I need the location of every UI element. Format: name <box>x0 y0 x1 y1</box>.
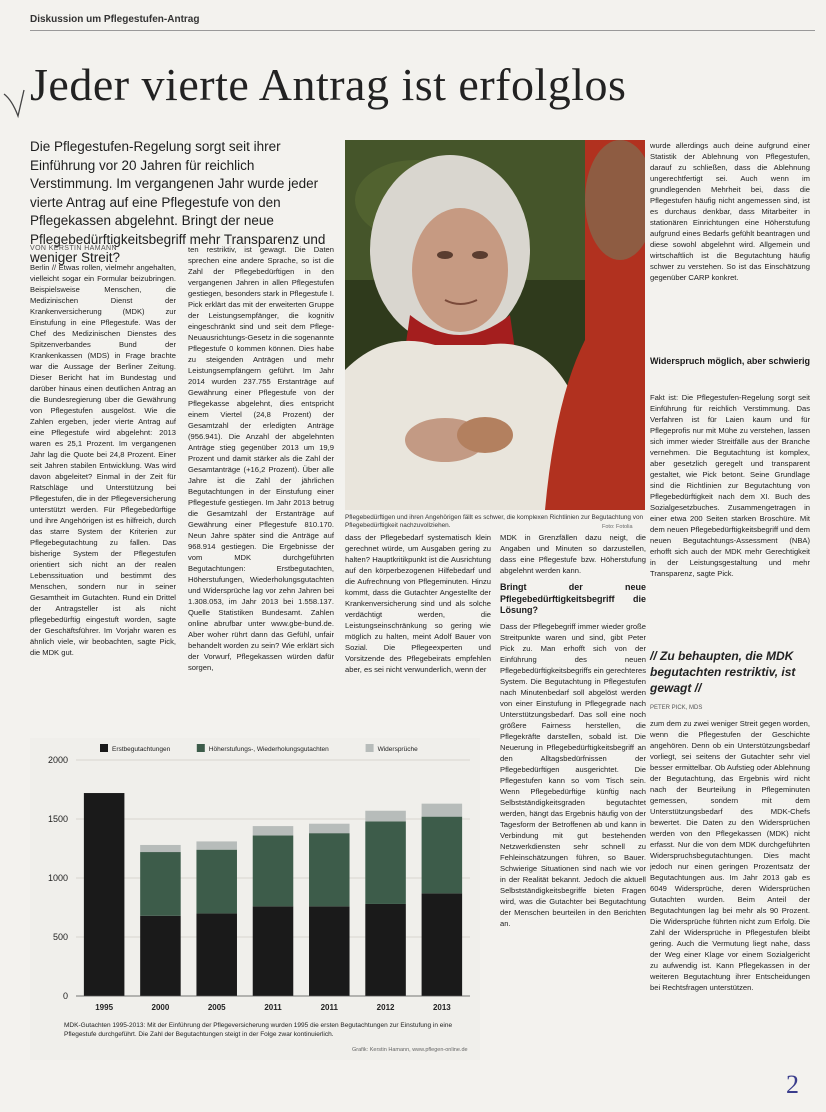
y-tick-label: 0 <box>62 991 68 1001</box>
bar-segment <box>253 826 294 835</box>
section-kicker: Diskussion um Pflegestufen-Antrag <box>30 14 200 25</box>
chart-panel <box>30 738 480 1060</box>
article-column-6b <box>650 392 810 640</box>
column-4-text: MDK in Grenzfällen dazu neigt, die Angaben und Minuten so darzustellen, dass eine Pflegestufe bzw. Höherstufung abgelehnt werden kann. <box>500 533 646 575</box>
bar-segment <box>309 824 350 833</box>
chart-caption: MDK-Gutachten 1995-2013: Mit der Einführung der Pflegeversicherung wurden 1995 die ersten Begutachtungen zur Einstufung in eine Pflegestufe durchgeführt. Die Zahl der Begutachtungen steigt in der Folge zwar kontinuierlich. <box>64 1022 453 1038</box>
page-number: 2 <box>786 1070 799 1099</box>
bar-chart <box>30 738 480 1023</box>
legend-label: Erstbegutachtungen <box>112 746 171 753</box>
bar-segment <box>84 793 125 996</box>
pull-quote: // Zu behaupten, die MDK begutachten restriktiv, ist gewagt // <box>650 649 796 695</box>
article-column-2 <box>188 244 334 732</box>
x-tick-label: 2011 <box>320 1003 338 1012</box>
y-tick-label: 1000 <box>47 873 68 883</box>
y-tick-label: 1500 <box>47 814 68 824</box>
x-tick-label: 2011 <box>264 1003 282 1012</box>
headline: Jeder vierte Antrag ist erfolglos <box>30 59 627 110</box>
bar-segment <box>309 833 350 906</box>
elderly-woman-photo <box>345 140 645 510</box>
subhead-loesung: Bringt der neue Pflegebedürftigkeitsbegriff die Lösung? <box>500 582 646 615</box>
x-tick-label: 1995 <box>95 1003 114 1012</box>
article-column-3 <box>345 532 491 732</box>
chart-source: Grafik: Kerstin Hamann, www.pflegen-online.de <box>352 1047 468 1053</box>
legend-swatch <box>197 744 205 752</box>
article-column-1 <box>30 262 176 732</box>
y-tick-label: 500 <box>52 932 68 942</box>
y-tick-label: 2000 <box>47 755 68 765</box>
bar-segment <box>196 850 237 914</box>
x-tick-label: 2013 <box>432 1003 451 1012</box>
legend-swatch <box>366 744 374 752</box>
column-6-text: wurde allerdings auch deine aufgrund einer Statistik der Ablehnung von Pflegestufen, darauf zu schließen, dass die Ablehnung ungerechtfertigt sei. Auch wenn im grundlegenden Mehrheit bei, dass die Pflegestufen häufig nicht angemessen sind, ist es durchaus denkbar, dass Mitarbeiter in stationären Einrichtungen eine Höherstufung aufgrund eines Bedarfs gefühlt beantragen und diese sowohl abgelehnt wird. Allgemein und wirtschaftlich ist die Begutachtung häufig schwer zu verstehen. So ist das Einschätzung gegenüber CARP konkret. <box>650 141 810 282</box>
column-5-text: Dass der Pflegebegriff immer wieder große Streitpunkte waren und sind, gibt Peter Pick zu. Man erhofft sich von der Einführung des neuen Pflegebedürftigkeitsbegriffs ein gerechteres System. Die Begutachtung in Pflegestufen nach Minutenbedarf soll abgelöst werden von einer Einstufung in Pflegegrade nach Unterstützungsbedarf. Das soll eine noch größere Fairness herstellen, die Pflegekräfte darstellen, sobald ist. Die Neuerung in Pflegebedürftigkeitsbegriff an den Alltagsbedürfnissen der Pflegebedürftigen ausgerichtet. Die Pflegestufen kann so vom Tisch sein. Wenn Pflegebedürftige künftig nach Selbstständigkeitsgraden begutachtet werden, hängt das Ergebnis häufig von der Tagesform der Betroffenen ab und kann in Verbindung mit gut bestehenden Netzwerkdiensten sehr schnell zu Fehleinschätzungen führen, so Bauer. Schwierige Situationen sind nach wie vor in der Realität bekannt. Jedoch die aktuell Selbstständigkeitsbegriffe bieten Fragen wird, was die Gutachter bei Begutachtung der Menschen beurteilen in den Berichten an. <box>500 621 646 928</box>
column-6c-text: zum dem zu zwei weniger Streit gegen worden, wenn die Pflegestufen der Geschichte angehören. Denn ob ein Unterstützungsbedarf vorliegt, sei seitens der Gutachter sehr viel besser ermittelbar. Ob Aufstieg oder Ablehnung der Begutachtung, das Ergebnis wird nicht nach der Beurteilung in Pflegeminuten gemessen, sondern mit dem Unterstützungsbedarf des MDK-Chefs bewertet. Die Daten zu den Widersprüchen werden von den Pflegekassen (MDK) nicht erfasst. Nur die von dem MDK durchgeführten Widerspruchsbegutachtungen. Dies macht jedoch nur einen geringen Prozentsatz der Begutachtungen aus. Im Jahr 2013 gab es 6049 Widersprüche, deren Widersprüchen Gutachten wurden. Beim Anteil der Begutachtungen lag bei mehr als 90 Prozent. Die Widersprüche führten nicht zum Erfolg. Die Zahl der Widersprüche in Pflegestufen bleibt gering. Auch die Vermutung liegt nahe, dass der Weg einer Klage vor einem Sozialgericht zu aufwendig ist. Kann Pflegekassen in der weiteren Begutachtung ihrer Entscheidungen bei Rechtsfragen unterstützen. <box>650 719 810 992</box>
column-6b-text: Fakt ist: Die Pflegestufen-Regelung sorgt seit Einführung für reichlich Verstimmung. Das Verfahren ist für Laien kaum und für Pflegeprofis nur mit Mühe zu verstehen, lassen sich immer wieder Streitfälle aus der Branche vernehmen. Die Begutachtung ist komplex, aber gesetzlich geregelt und transparent gestaltet, wie Pick betont. Seine Grundlage sind die Richtlinien zur Begutachtung von Pflegebedürftigkeit nach dem XI. Buch des Sozialgesetzbuches. Zusammengetragen in einer etwa 200 Seiten starken Broschüre. Mit dem neuen Pflegebedürftigkeitsbegriff und dem neuen Begutachtungs-Assessment (NBA) erhofft sich auch der MDK mehr Gerechtigkeit in der Leistungsgestaltung und mehr Transparenz, sagte Pick. <box>650 393 810 578</box>
bar-segment <box>253 836 294 907</box>
bar-segment <box>196 841 237 849</box>
photo-credit: Foto: Fotolia <box>602 524 633 530</box>
bar-segment <box>140 845 181 852</box>
bar-segment <box>365 811 406 822</box>
bar-segment <box>196 913 237 996</box>
bar-segment <box>309 906 350 996</box>
photo-caption: Pflegebedürftigen und ihren Angehörigen fällt es schwer, die komplexen Richtlinien zur Begutachtung von Pflegebedürftigkeit nachzuvollziehen. <box>345 514 644 529</box>
article-column-6c <box>650 718 810 1058</box>
bar-segment <box>140 852 181 916</box>
legend-swatch <box>100 744 108 752</box>
x-tick-label: 2000 <box>151 1003 170 1012</box>
author-byline: VON KERSTIN HAMANN <box>30 245 117 252</box>
article-photo <box>345 140 645 510</box>
article-column-6 <box>650 140 810 350</box>
x-tick-label: 2005 <box>207 1003 226 1012</box>
subhead-widerspruch: Widerspruch möglich, aber schwierig <box>650 356 810 366</box>
legend-label: Widersprüche <box>377 746 418 753</box>
header-rule <box>30 30 815 31</box>
pen-mark-icon <box>2 86 32 126</box>
bar-segment <box>422 817 463 894</box>
bar-segment <box>253 906 294 996</box>
bar-segment <box>140 916 181 996</box>
bar-segment <box>422 893 463 996</box>
pull-quote-author: PETER PICK, MDS <box>650 705 703 711</box>
bar-segment <box>365 904 406 996</box>
lead-paragraph: Die Pflegestufen-Regelung sorgt seit ihrer Einführung vor 20 Jahren für reichlich Verstimmung. Im vergangenen Jahr wurde jeder vierte Antrag auf eine Pflegestufe von den Pflegekassen abgelehnt. Bringt der neue Pflegebedürftigkeitsbegriff mehr Transparenz und weniger Streit? <box>30 139 326 265</box>
column-3-text: dass der Pflegebedarf systematisch klein gerechnet würde, um Ausgaben gering zu halten? Hauptkritikpunkt ist die Ausrichtung auf den körperbezogenen Hilfebedarf und die Aufrechnung von Pflegeminuten. Hinzu kommt, dass die Gutachter Angestellte der Krankenversicherung sind und als solche verdächtigt werden, die Leistungseinschränkung so gering wie möglich zu halten, meint Adolf Bauer von Sozial. Die Pflegeexperten und Vorsitzende des Pflegebeirats empfehlen aber, es sei nicht verwunderlich, wenn der <box>345 533 491 674</box>
bar-segment <box>422 804 463 817</box>
column-2-text: ten restriktiv, ist gewagt. Die Daten sprechen eine andere Sprache, so ist die Zahl der Pflegebedürftigen in den vergangenen Jahren in allen Pflegestufen gestiegen, besonders stark in Pflegestufe I. Pick erklärt das mit der erweiterten Gruppe der Leistungsempfänger, die kognitiv eingeschränkt sind und seit dem Pflege-Neuausrichtungs-Gesetz in die sogenannte Pflegestufe 0 kommen können. Dies habe zu steigenden Anträgen und mehr Leistungsempfängern geführt. Im Jahr 2014 wurden 237.755 Erstanträge auf Gewährung einer Pflegestufe von der Pflegekasse abgelehnt, dies entspricht einem Viertel (24,8 Prozent) der Gesamtzahl der erledigten Anträge (956.941). Die Anzahl der abgelehnten Anträge stieg gegenüber 2013 um 19,9 Prozent und damit stärker als die Zahl der Gesamtanträge (+16,2 Prozent). Über alle Jahre ist die Zahl der jährlichen Begutachtungen in der Einstufung einer Pflegestufe gestiegen. Im Jahr 2013 betrug die Gesamtzahl der Erstanträge auf Gewährung einer Pflegestufe 810.170. Neun Jahre später sind die Anträge auf 968.914 gestiegen. Die Ergebnisse der vom MDK durchgeführten Begutachtungen: Erstbegutachten, Höherstufungen, Wiederholungsgutachten und Widersprüche lag vor zehn Jahren bei 1.308.053, im Jahr 2013 bei 1.558.137. Quelle Statistiken Bundesamt. Zahlen online abrufbar unter www.gbe-bund.de. Aber woher rührt dann das Gefühl, unfair behandelt worden zu sein? Wie erklärt sich der Vorwurf, Pflegekassen würden dafür sorgen, <box>188 245 334 672</box>
x-tick-label: 2012 <box>376 1003 395 1012</box>
legend-label: Höherstufungs-, Wiederholungsgutachten <box>208 746 329 753</box>
bar-segment <box>365 821 406 904</box>
column-1-text: Berlin // Etwas rollen, vielmehr angehalten, vielleicht sogar ein Formular beizubringen. Beispielsweise Menschen, die Medizinischen Dienst der Krankenversicherung (MDK) zur Einstufung in eine Pflegestufe. Was der Chef des Medizinischen Dienstes des Spitzenverbandes Bund der Krankenkassen (MDS) in Frage brachte war die Aussage der Berliner Zeitung. Dieser Bericht hat im Bundestag und darüber hinaus einen deutlichen Antrag an die Bundesregierung über die Gewährung von Pflegestufen ausgelöst. Wie die Zahlen ergeben, jeder vierte Antrag auf eine Pflegestufe wird abgelehnt: 2013 waren es 25,1 Prozent. Im vergangenen Jahr lag die Quote bei 24,8 Prozent. Einer seit Jahren stabilen Entwicklung. Was wird davon abgeleitet? Einmal in der Zeit für Ratschläge und Unterstützung bei Pflegestufen, die in der Pflegeversicherung unterstützt werden. Für Pflegebedürftige und ihre Angehörigen ist es hilfreich, durch das starre System der Kriterien zur Pflegebegutachtung zu fallen. Das bisherige System der Pflegestufen orientiert sich nicht an der realen Lebenssituation und bestimmt des Menschen, sondern nur in seiner Gesamtheit im Gutachten. Rund ein Drittel der Antragsteller ist als nicht pflegebedürftig eingestuft worden, sagte der Geschäftsführer. Im Vorjahr waren es ähnlich viele, wir beobachten, sagte Pick, die MDK gut. <box>30 263 176 657</box>
article-column-4 <box>500 532 646 1080</box>
